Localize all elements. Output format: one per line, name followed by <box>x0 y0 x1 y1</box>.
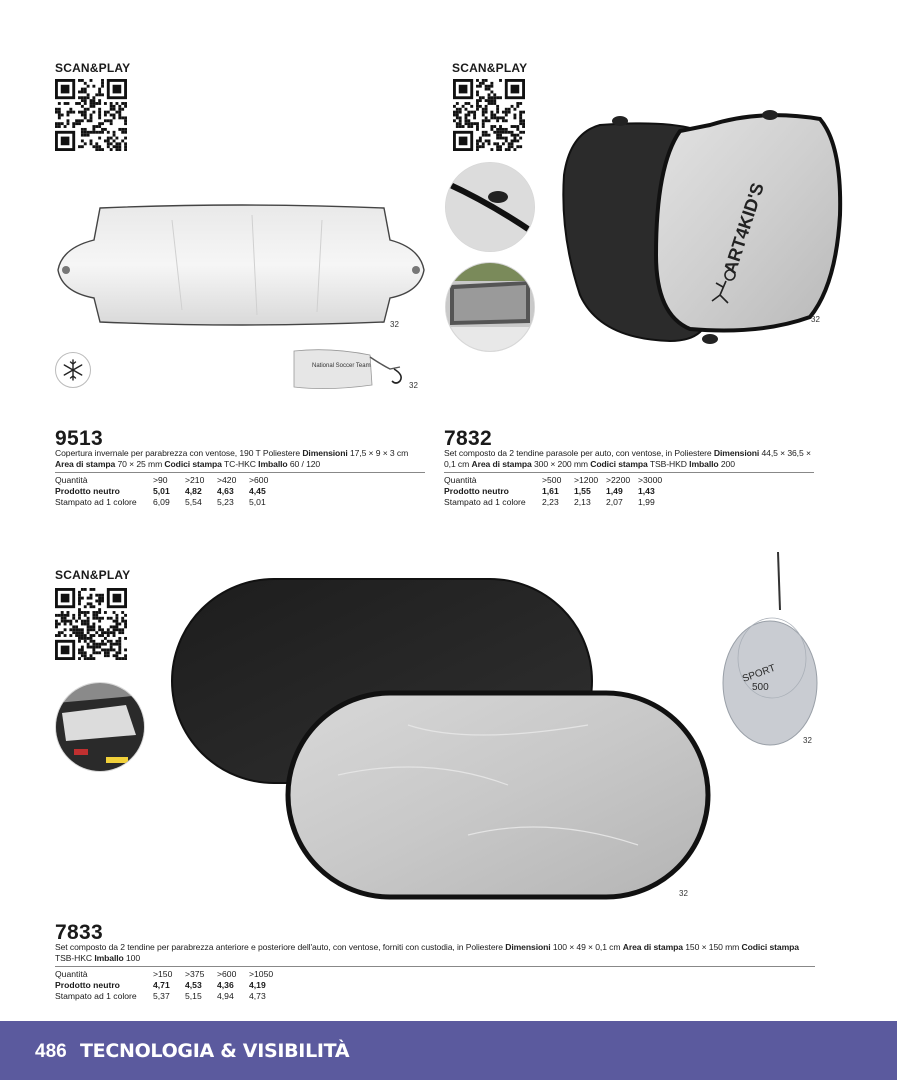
price-cell: 4,53 <box>185 980 202 990</box>
price-row-label: Prodotto neutro <box>444 486 509 496</box>
price-cell: >3000 <box>638 475 663 485</box>
case-print-text-2: 500 <box>752 682 769 693</box>
spec-label: Codici stampa <box>164 459 222 469</box>
scan-play-label-7833: SCAN&PLAY <box>55 568 131 582</box>
price-cell: 2,13 <box>574 497 591 507</box>
divider-7833 <box>55 966 815 967</box>
qr-code-7833[interactable] <box>55 588 127 660</box>
price-cell: 2,07 <box>606 497 623 507</box>
spec-label: Area di stampa <box>55 459 116 469</box>
spec-text: TSB-HKC <box>55 953 95 963</box>
image-badge-9513-b: 32 <box>409 381 418 390</box>
spec-text: Set composto da 2 tendine per parabrezza anteriore e posteriore dell'auto, con ventose, forniti con custodia, in Poliestere <box>55 942 506 952</box>
price-cell: 1,43 <box>638 486 655 496</box>
price-row-label: Quantità <box>55 969 88 979</box>
price-cell: 4,71 <box>153 980 170 990</box>
price-row <box>55 980 281 991</box>
pouch-print-text: National Soccer Team <box>312 363 371 369</box>
price-cell: >420 <box>217 475 237 485</box>
price-cell: 4,94 <box>217 991 234 1001</box>
spec-text: 100 × 49 × 0,1 cm <box>550 942 623 952</box>
carry-case-image <box>720 548 820 748</box>
spec-label: Codici stampa <box>741 942 799 952</box>
price-row <box>55 497 281 508</box>
spec-text: 100 <box>123 953 141 963</box>
price-row <box>55 475 281 486</box>
price-table-9513 <box>55 475 281 508</box>
spec-text: 17,5 × 9 × 3 cm <box>347 448 409 458</box>
price-cell: 5,15 <box>185 991 202 1001</box>
qr-code-9513[interactable] <box>55 79 127 151</box>
price-cell: >2200 <box>606 475 631 485</box>
scan-play-label-9513: SCAN&PLAY <box>55 61 131 75</box>
spec-text: 60 / 120 <box>287 459 321 469</box>
price-cell: 5,01 <box>153 486 170 496</box>
spec-text: 44,5 × 36,5 × 0,1 cm <box>444 448 811 469</box>
snowflake-icon <box>55 352 91 388</box>
spec-label: Codici stampa <box>590 459 648 469</box>
spec-label: Imballo <box>258 459 288 469</box>
product-code-7833: 7833 <box>55 921 103 944</box>
price-cell: 1,61 <box>542 486 559 496</box>
price-row-label: Quantità <box>444 475 477 485</box>
product-code-7832: 7832 <box>444 427 492 450</box>
spec-text: 70 × 25 mm <box>115 459 165 469</box>
price-row <box>444 475 670 486</box>
suction-cup-detail-image <box>445 162 535 252</box>
spec-text: 300 × 200 mm <box>531 459 591 469</box>
price-row <box>55 969 281 980</box>
product-description-9513 <box>55 448 425 470</box>
price-row-label: Stampato ad 1 colore <box>55 991 137 1001</box>
price-row-label: Prodotto neutro <box>55 980 120 990</box>
spec-text: Set composto da 2 tendine parasole per auto, con ventose, in Poliestere <box>444 448 714 458</box>
price-cell: 1,99 <box>638 497 655 507</box>
price-cell: >1200 <box>574 475 599 485</box>
price-cell: 4,82 <box>185 486 202 496</box>
price-cell: 4,73 <box>249 991 266 1001</box>
page-number: 486 <box>35 1041 67 1062</box>
spec-label: Area di stampa <box>622 942 683 952</box>
price-cell: 4,45 <box>249 486 266 496</box>
sunshade-pair-image <box>560 105 845 350</box>
case-print-text-1: SPORT <box>741 662 778 685</box>
price-cell: >600 <box>249 475 269 485</box>
storage-pouch-image <box>290 345 420 395</box>
windshield-cover-image <box>52 200 432 330</box>
image-badge-7832: 32 <box>811 315 820 324</box>
price-cell: 1,49 <box>606 486 623 496</box>
price-row <box>55 486 281 497</box>
scan-play-label-7832: SCAN&PLAY <box>452 61 528 75</box>
rear-window-detail-image <box>55 682 145 772</box>
image-badge-7833-b: 32 <box>803 736 812 745</box>
spec-label: Area di stampa <box>471 459 532 469</box>
price-row <box>55 991 281 1002</box>
spec-label: Dimensioni <box>505 942 551 952</box>
car-window-detail-image <box>445 262 535 352</box>
section-title: TECNOLOGIA & VISIBILITÀ <box>80 1040 350 1062</box>
divider-7832 <box>444 472 814 473</box>
price-cell: 1,55 <box>574 486 591 496</box>
price-row <box>444 486 670 497</box>
price-table-7832 <box>444 475 670 508</box>
spec-label: Dimensioni <box>713 448 760 458</box>
price-row <box>444 497 670 508</box>
price-cell: 4,36 <box>217 980 234 990</box>
price-cell: 4,63 <box>217 486 234 496</box>
product-description-7832 <box>444 448 814 470</box>
price-cell: 4,19 <box>249 980 266 990</box>
spec-label: Dimensioni <box>302 448 348 458</box>
price-cell: 5,23 <box>217 497 234 507</box>
price-cell: >90 <box>153 475 168 485</box>
sunshade-print-text: ART4KID'S <box>719 180 768 277</box>
qr-code-7832[interactable] <box>453 79 525 151</box>
price-row-label: Stampato ad 1 colore <box>55 497 137 507</box>
price-cell: >1050 <box>249 969 274 979</box>
spec-label: Imballo <box>94 953 124 963</box>
windshield-shades-image <box>168 575 713 900</box>
price-cell: >600 <box>217 969 237 979</box>
price-cell: >210 <box>185 475 205 485</box>
price-cell: >150 <box>153 969 173 979</box>
price-row-label: Stampato ad 1 colore <box>444 497 526 507</box>
price-table-7833 <box>55 969 281 1002</box>
spec-text: TSB-HKD <box>647 459 690 469</box>
spec-text: Copertura invernale per parabrezza con ventose, 190 T Poliestere <box>55 448 303 458</box>
spec-label: Imballo <box>689 459 719 469</box>
price-row-label: Quantità <box>55 475 88 485</box>
product-code-9513: 9513 <box>55 427 103 450</box>
spec-text: TC-HKC <box>221 459 259 469</box>
product-description-7833 <box>55 942 815 964</box>
price-cell: 5,01 <box>249 497 266 507</box>
price-cell: 6,09 <box>153 497 170 507</box>
price-cell: >375 <box>185 969 205 979</box>
divider-9513 <box>55 472 425 473</box>
price-cell: 5,54 <box>185 497 202 507</box>
price-row-label: Prodotto neutro <box>55 486 120 496</box>
image-badge-7833-a: 32 <box>679 889 688 898</box>
spec-text: 150 × 150 mm <box>682 942 742 952</box>
price-cell: >500 <box>542 475 562 485</box>
spec-text: 200 <box>718 459 735 469</box>
price-cell: 5,37 <box>153 991 170 1001</box>
image-badge-9513-a: 32 <box>390 320 399 329</box>
price-cell: 2,23 <box>542 497 559 507</box>
